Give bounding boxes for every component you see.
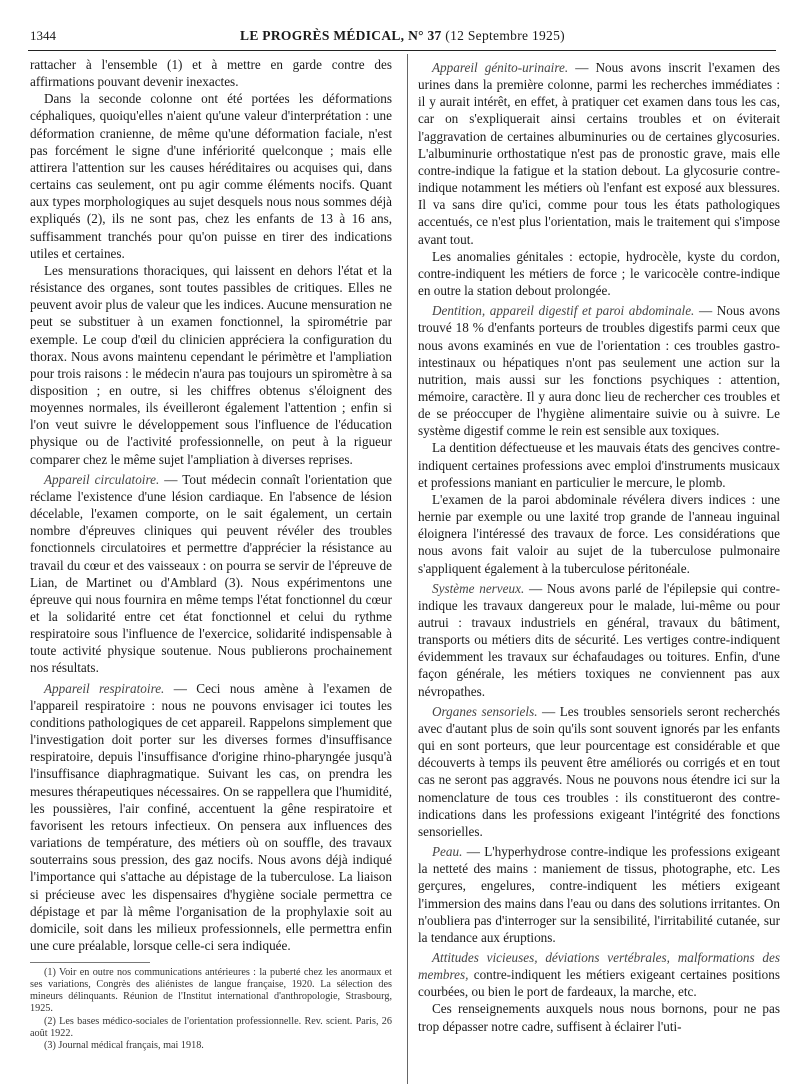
journal-title — [90, 28, 715, 44]
left-column — [30, 56, 392, 1052]
footnote: (3) Journal médical français, mai 1918. — [44, 1039, 204, 1051]
paragraph: L'examen de la paroi abdominale révélera divers indices : une hernie par exemple ou une laxité trop grande de l'anneau inguinal éloignera l'intéressé des travaux de force. Les considérations que nous avons fait valoir au sujet de la tuberculose pulmonaire s'appliquent également à la tuberculose péritonéale. — [418, 491, 780, 576]
section-paragraph — [30, 680, 392, 955]
section-heading: Dentition, appareil digestif et paroi abdominale. — [432, 303, 695, 319]
section-text: — L'hyperhydrose contre-indique les professions exigeant la netteté des mains : maniement de tissus, photographe, etc. Les gerçures, engelures, contre-indiquent les métiers exigeant l'immersion des mains dans l'eau ou dans des solutions irritantes. On n'oubliera pas d'interroger sur la sensibilité, l'irritabilité cutanée, sur la tendance aux éruptions. — [418, 844, 780, 945]
continued-paragraph: rattacher à l'ensemble (1) et à mettre en garde contre des affirmations pouvant devenir inexactes. — [30, 57, 392, 90]
section-heading: Peau. — [432, 844, 463, 860]
section-paragraph — [30, 471, 392, 677]
section-text: — Tout médecin connaît l'orientation que réclame l'existence d'une lésion cardiaque. En l'absence de lésion décelable, l'examen comporte, on le sait également, un certain nombre d'épreuves cliniques qui peuvent révéler des troubles fonctionnels circulatoires et permettre d'apprécier la résistance au travail du cœur et des vaisseaux : on pourra se servir de l'épreuve de Lian, de Martinet ou d'Amblard (3). Nous expérimentons une épreuve qui nous fournira en même temps l'état fonctionnel du cœur et la solidarité entre cet état fonctionnel et celui du rythme respiratoire sous l'influence de l'exercice, solidarité indispensable à toute activité physique soutenue. Nous publierons prochainement nos résultats. — [30, 471, 392, 676]
section-heading: Appareil respiratoire. — [44, 680, 165, 696]
section-text: — Nous avons trouvé 18 % d'enfants porteurs de troubles digestifs parmi ceux que nous avons examinés en vue de l'orientation : ces troubles gastro-intestinaux ou hépatiques n'ont pas seulement une action sur la nutrition, mais aussi sur les fonctions psychiques : attention, mémoire, caractère. Il y aura donc lieu de rechercher ces troubles et de se préoccuper de l'hygiène alimentaire suivie ou à suivre. Le système digestif comme le rein est sensible aux toxiques. — [418, 303, 780, 439]
footnotes — [30, 967, 392, 1052]
footnote: (2) Les bases médico-sociales de l'orientation professionnelle. Rev. scient. Paris, 26 août 1922. — [30, 1015, 392, 1039]
page-header — [30, 28, 775, 48]
footnote: (1) Voir en outre nos communications antérieures : la puberté chez les anormaux et ses variations, Congrès des aliénistes de langue française, 1920. La sélection des mineurs délinquants. Réunion de l'Institut international d'anthropologie, Strasbourg, 1925. — [30, 967, 392, 1015]
section-paragraph — [418, 703, 780, 840]
section-text: — Les troubles sensoriels seront recherchés avec d'autant plus de soin qu'ils sont souvent ignorés par les enfants qui en sont porteurs, que leur pourcentage est considérable et que découverts à temps ils peuvent être améliorés ou corrigés et en tout cas ne seront pas aggravés. Nous ne pouvons nous étendre ici sur la nomenclature de tous ces troubles : ils constitueront des contre-indications dans les professions exigeant l'intégrité des fonctions sensorielles. — [418, 703, 780, 839]
issue-number: N° 37 — [408, 28, 442, 43]
section-heading: Attitudes vicieuses, déviations vertébrales, malformations des membres, — [418, 949, 780, 983]
page-number: 1344 — [30, 28, 56, 43]
section-paragraph — [418, 843, 780, 946]
section-text: — Nous avons inscrit l'examen des urines dans la première colonne, parmi les recherches immédiates : il y aurait intérêt, en effet, à pratiquer cet examen dans tous les cas, car on s'expliquerait ainsi certains troubles et on éviterait l'aggravation de certaines albuminuries ou de certaines glycosuries. L'albuminurie orthostatique n'est pas de pronostic grave, mais elle contre-indique la fatigue et la station debout. La glycosurie contre-indique notamment les métiers où l'enfant est exposé aux blessures. Il va sans dire qu'ici, comme pour tous les états pathologiques accentués, ce n'est plus l'orientation, mais le traitement qui s'impose avant tout. — [418, 60, 780, 247]
section-heading: Organes sensoriels. — [432, 703, 538, 719]
section-heading: Appareil génito-urinaire. — [432, 60, 569, 75]
paragraph: Les anomalies génitales : ectopie, hydrocèle, kyste du cordon, contre-indiquent les métiers de force ; le varicocèle contre-indique en outre la station debout prolongée. — [418, 248, 780, 299]
section-paragraph — [418, 302, 780, 439]
right-column — [418, 56, 780, 1035]
issue-date: (12 Septembre 1925) — [445, 28, 565, 43]
section-text: — Nous avons parlé de l'épilepsie qui contre-indique les travaux dangereux pour le malade, lui-même ou pour autrui : travaux industriels en général, travaux du bâtiment, transports ou métiers dits de sécurité. Les vertiges contre-indiquent évidemment les travaux sur échafaudages ou toitures. Enfin, d'une façon générale, les métiers toxiques ne conviennent pas aux névropathes. — [418, 580, 780, 699]
section-text: — Ceci nous amène à l'examen de l'appareil respiratoire : nous ne pouvons envisager ici toutes les conditions pathologiques de cet appareil. Rappelons simplement que l'investigation doit porter sur les diverses formes d'insuffisance respiratoire, depuis l'insuffisance d'origine rhino-pharyngée jusqu'à l'insuffisance diaphragmatique. Suivant les cas, on prendra les mesures thérapeutiques nécessaires. On se rappellera que l'humidité, les poussières, l'air confiné, accentuent la gêne respiratoire et favorisent les retours infectieux. On pensera aux influences des variations de température, des métiers où on souffle, des travaux souterrains sous pression, des gaz nocifs. Nous avons déjà indiqué l'importance qui s'attache au dépistage de la tuberculose. La liaison si précieuse avec les dispensaires d'hygiène sociale permettra ce dépistage et par là même l'organisation de la prophylaxie soit au domicile, soit dans les milieux professionnels, elle permettra enfin une cure préalable, lorsque celle-ci sera indiquée. — [30, 680, 392, 953]
section-paragraph — [418, 949, 780, 1000]
paragraph: Les mensurations thoraciques, qui laissent en dehors l'état et la résistance des organes, sont toutes passibles de critiques. Elles ne peuvent avoir plus de valeur que les indices. Aucune mensuration ne peut se substituer à un examen fonctionnel, la spirométrie par exemple. Le coup d'œil du clinicien appréciera la configuration du thorax. Nous avons maintenu cependant le périmètre et l'ampliation pour trois raisons : le médecin n'aura pas toujours un spiromètre à sa disposition ; en outre, si les chiffres obtenus s'éloignent des moyennes normales, ils éveilleront également l'attention ; enfin si l'on veut suivre le développement sous l'influence de l'éducation physique ou de l'activité professionnelle, on peut à la rigueur comparer chez le même sujet l'ampliation à diverses reprises. — [30, 262, 392, 467]
paragraph: La dentition défectueuse et les mauvais états des gencives contre-indiquent certaines professions avec emploi d'instruments musicaux et professions maniant en particulier le mercure, le plomb. — [418, 440, 780, 490]
section-text: contre-indiquent les métiers exigeant certaines positions courbées, ou bien le port de fardeaux, la marche, etc. — [418, 967, 780, 1000]
paragraph: Ces renseignements auxquels nous nous bornons, pour ne pas trop dépasser notre cadre, suffisent à éclairer l'uti- — [418, 1001, 780, 1034]
header-rule — [28, 50, 776, 51]
section-heading: Appareil circulatoire. — [44, 471, 160, 487]
section-paragraph — [418, 59, 780, 248]
journal-name: LE PROGRÈS MÉDICAL, — [240, 28, 405, 43]
footnote-separator — [30, 962, 150, 963]
section-heading: Système nerveux. — [432, 580, 525, 596]
paragraph: Dans la seconde colonne ont été portées les déformations céphaliques, quoiqu'elles n'aient qu'une valeur d'interprétation : une déformation cranienne, de même qu'une déformation faciale, n'est pas forcément le signe d'une infériorité quelconque ; mais elle attirera l'attention sur les causes héréditaires ou acquises qui, dans certains cas seulement, ont pu agir comme éléments nocifs. Quant aux types morphologiques au sujet desquels nous nous sommes déjà expliqués (2), ils ne sont pas, chez les enfants de 13 à 16 ans, suffisamment tranchés pour qu'on puisse en tirer des indications utiles et certaines. — [30, 91, 392, 261]
column-divider — [407, 54, 408, 1084]
section-paragraph — [418, 580, 780, 700]
